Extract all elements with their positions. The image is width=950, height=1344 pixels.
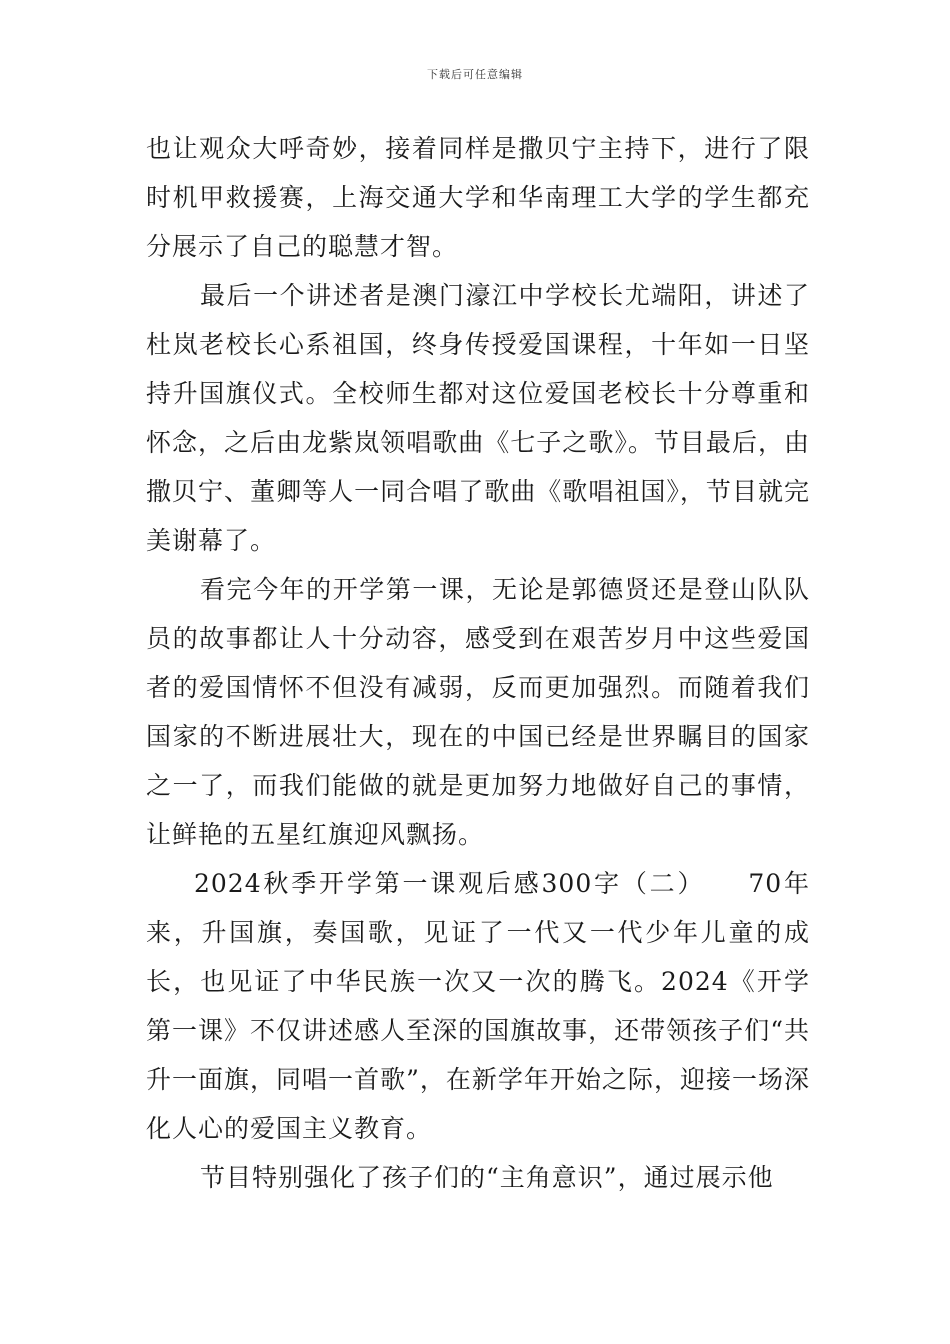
document-body	[146, 124, 810, 1202]
paragraph-5: 节目特别强化了孩子们的“主角意识”，通过展示他	[200, 1163, 774, 1192]
page-header-note: 下载后可任意编辑	[427, 68, 523, 81]
paragraph-3: 看完今年的开学第一课，无论是郭德贤还是登山队队员的故事都让人十分动容，感受到在艰苦岁月中这些爱国者的爱国情怀不但没有减弱，反而更加强烈。而随着我们国家的不断进展壮大，现在的中国已经是世界瞩目的国家之一了，而我们能做的就是更加努力地做好自己的事情，让鲜艳的五星红旗迎风飘扬。	[146, 575, 810, 849]
paragraph-4: 2024秋季开学第一课观后感300字（二） 70年来，升国旗，奏国歌，见证了一代又一代少年儿童的成长，也见证了中华民族一次又一次的腾飞。2024《开学第一课》不仅讲述感人至深的国旗故事，还带领孩子们“共升一面旗，同唱一首歌”，在新学年开始之际，迎接一场深化人心的爱国主义教育。	[146, 869, 811, 1143]
paragraph-1: 也让观众大呼奇妙，接着同样是撒贝宁主持下，进行了限时机甲救援赛，上海交通大学和华南理工大学的学生都充分展示了自己的聪慧才智。	[146, 134, 810, 261]
paragraph-2: 最后一个讲述者是澳门濠江中学校长尤端阳，讲述了杜岚老校长心系祖国，终身传授爱国课程，十年如一日坚持升国旗仪式。全校师生都对这位爱国老校长十分尊重和怀念，之后由龙紫岚领唱歌曲《七子之歌》。节目最后，由撒贝宁、董卿等人一同合唱了歌曲《歌唱祖国》，节目就完美谢幕了。	[146, 281, 810, 555]
